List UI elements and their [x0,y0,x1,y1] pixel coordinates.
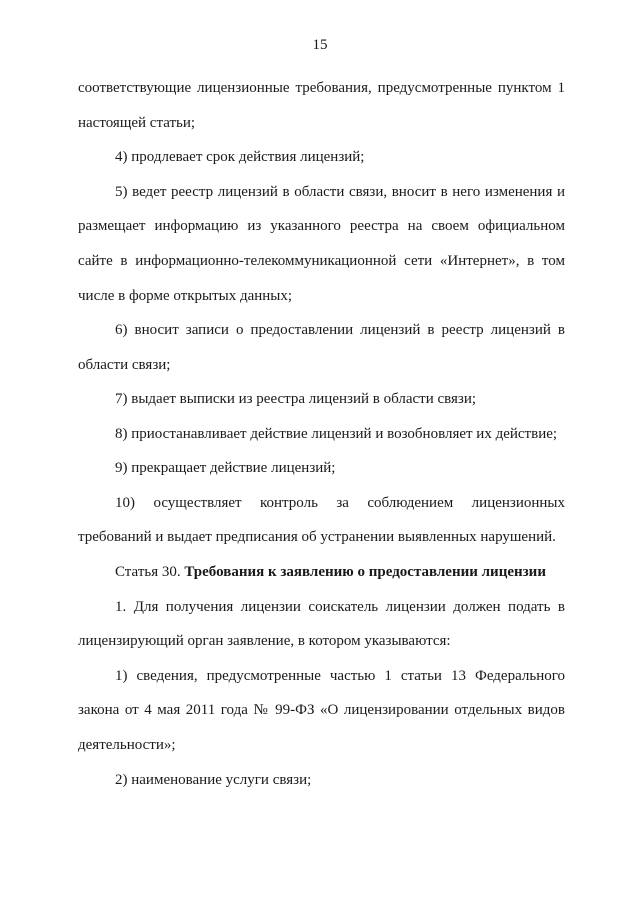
subitem-1: 1) сведения, предусмотренные частью 1 статьи 13 Федерального [115,668,565,684]
subitem-2: 2) наименование услуги связи; [115,772,312,788]
text-line: закона от 4 мая 2011 года № 99-ФЗ «О лицензировании отдельных видов [78,702,565,718]
list-item-8: 8) приостанавливает действие лицензий и возобновляет их действие; [115,426,558,442]
page-number: 15 [312,37,328,53]
text-line: лицензирующий орган заявление, в котором указываются: [78,633,451,649]
paragraph-1: 1. Для получения лицензии соискатель лицензии должен подать в [115,599,565,615]
text-line: настоящей статьи; [78,115,196,131]
text-line: сайте в информационно-телекоммуникационной сети «Интернет», в том [78,253,565,269]
article-heading [115,562,565,582]
text-line: числе в форме открытых данных; [78,288,293,304]
list-item-4: 4) продлевает срок действия лицензий; [115,149,365,165]
list-item-6: 6) вносит записи о предоставлении лицензий в реестр лицензий в [115,322,565,338]
text-line: деятельности»; [78,737,176,753]
article-title: Требования к заявлению о предоставлении лицензии [184,564,546,580]
text-line: соответствующие лицензионные требования, предусмотренные пунктом 1 [78,80,565,96]
text-line: размещает информацию из указанного реестра на своем официальном [78,218,565,234]
list-item-10: 10) осуществляет контроль за соблюдением лицензионных [115,495,565,511]
list-item-7: 7) выдает выписки из реестра лицензий в области связи; [115,391,477,407]
text-line: области связи; [78,357,171,373]
list-item-5: 5) ведет реестр лицензий в области связи, вносит в него изменения и [115,184,565,200]
text-line: требований и выдает предписания об устранении выявленных нарушений. [78,529,556,545]
list-item-9: 9) прекращает действие лицензий; [115,460,336,476]
article-prefix: Статья 30. [115,564,181,580]
